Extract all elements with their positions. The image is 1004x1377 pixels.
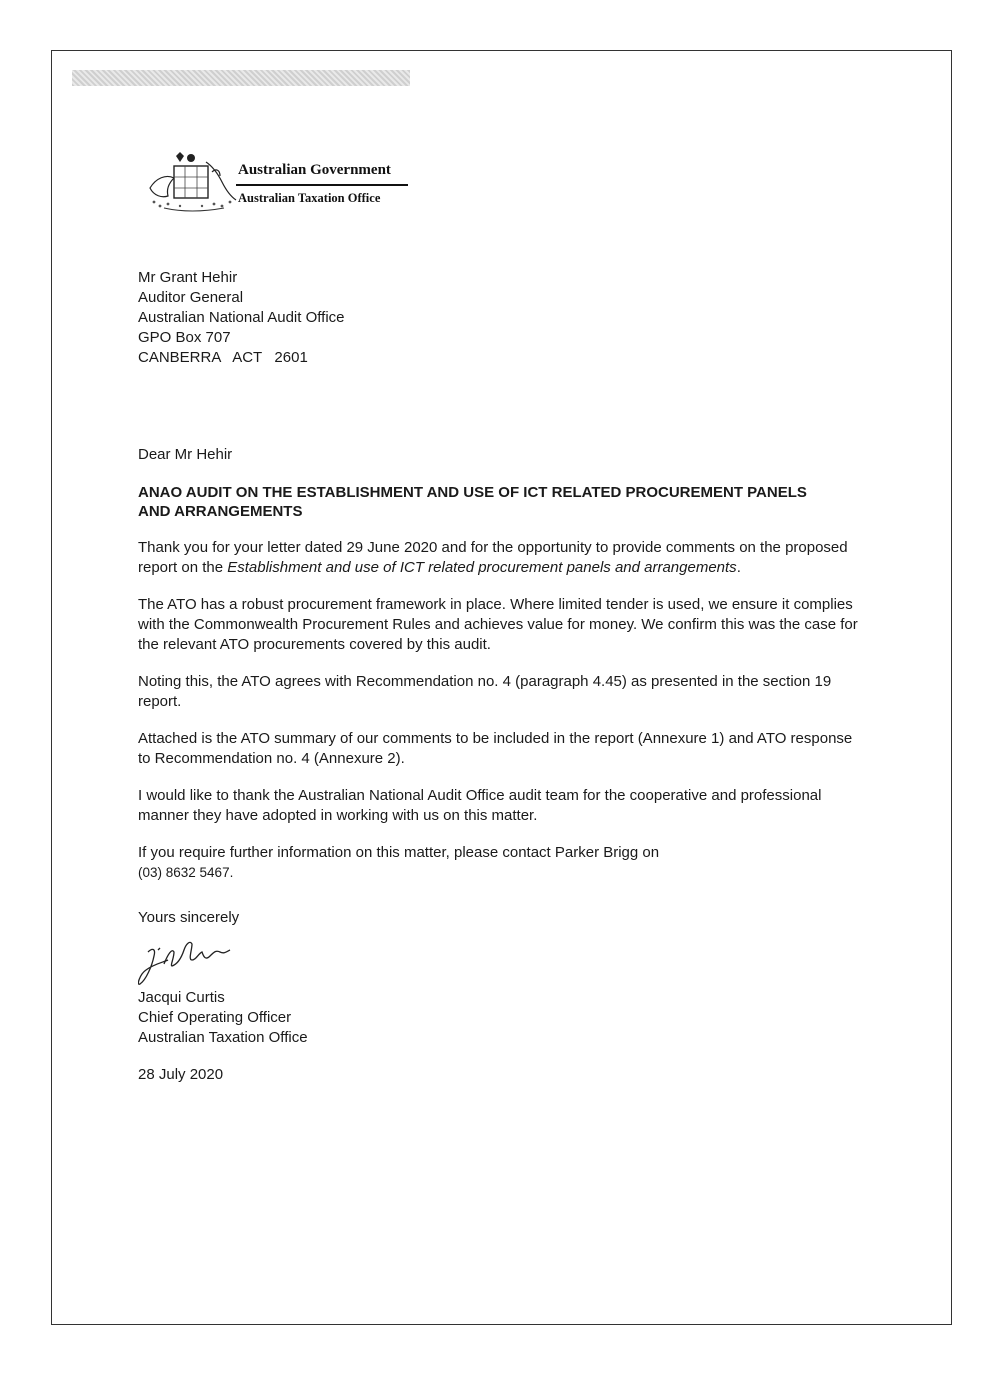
- signer-organisation: Australian Taxation Office: [138, 1029, 308, 1046]
- signer-title: Chief Operating Officer: [138, 1009, 292, 1026]
- paragraph-1-start: Thank you for your letter dated 29 June 2020 and for the opportunity to provide comments on the proposed report on the: [138, 539, 848, 576]
- paragraph-4: Attached is the ATO summary of our comments to be included in the report (Annexure 1) and ATO response to Recommendation no. 4 (Annexure 2).: [138, 730, 853, 767]
- paragraph-2: The ATO has a robust procurement framework in place. Where limited tender is used, we ensure it complies with the Commonwealth Procurement Rules and achieves value for money. We confirm this was the case for the relevant ATO procurements covered by this audit.: [138, 596, 858, 653]
- paragraph-3: Noting this, the ATO agrees with Recommendation no. 4 (paragraph 4.45) as presented in the section 19 report.: [138, 673, 832, 710]
- recipient-line: Auditor General: [138, 289, 244, 306]
- paragraph-5: I would like to thank the Australian National Audit Office audit team for the cooperative and professional manner they have adopted in working with us on this matter.: [138, 787, 822, 824]
- signer-name: Jacqui Curtis: [138, 989, 225, 1006]
- letter-date: 28 July 2020: [138, 1066, 224, 1083]
- redacted-header-line: [72, 70, 410, 86]
- recipient-line: Mr Grant Hehir: [138, 269, 238, 286]
- salutation: Dear Mr Hehir: [138, 446, 233, 463]
- recipient-line: CANBERRA ACT 2601: [138, 349, 308, 366]
- letterhead-agency: Australian Taxation Office: [238, 191, 381, 205]
- letterhead-divider: [236, 184, 408, 186]
- letterhead-organisation: Australian Government: [238, 162, 391, 178]
- report-title: Establishment and use of ICT related procurement panels and arrangements: [227, 559, 737, 576]
- subject-heading: ANAO AUDIT ON THE ESTABLISHMENT AND USE OF ICT RELATED PROCUREMENT PANELS AND ARRANGEMENTS: [138, 484, 807, 520]
- paragraph-1-end: .: [736, 559, 741, 576]
- contact-phone: (03) 8632 5467.: [138, 865, 234, 880]
- paragraph-1: [138, 538, 868, 578]
- recipient-line: GPO Box 707: [138, 329, 231, 346]
- recipient-line: Australian National Audit Office: [138, 309, 345, 326]
- contact-text: If you require further information on this matter, please contact Parker Brigg on: [138, 844, 660, 861]
- signer-block: [138, 988, 868, 1048]
- handwritten-signature: [138, 930, 868, 988]
- recipient-address: [138, 268, 868, 368]
- closing: Yours sincerely: [138, 909, 240, 926]
- letter-body: [138, 268, 868, 1085]
- paragraph-6: [138, 843, 868, 883]
